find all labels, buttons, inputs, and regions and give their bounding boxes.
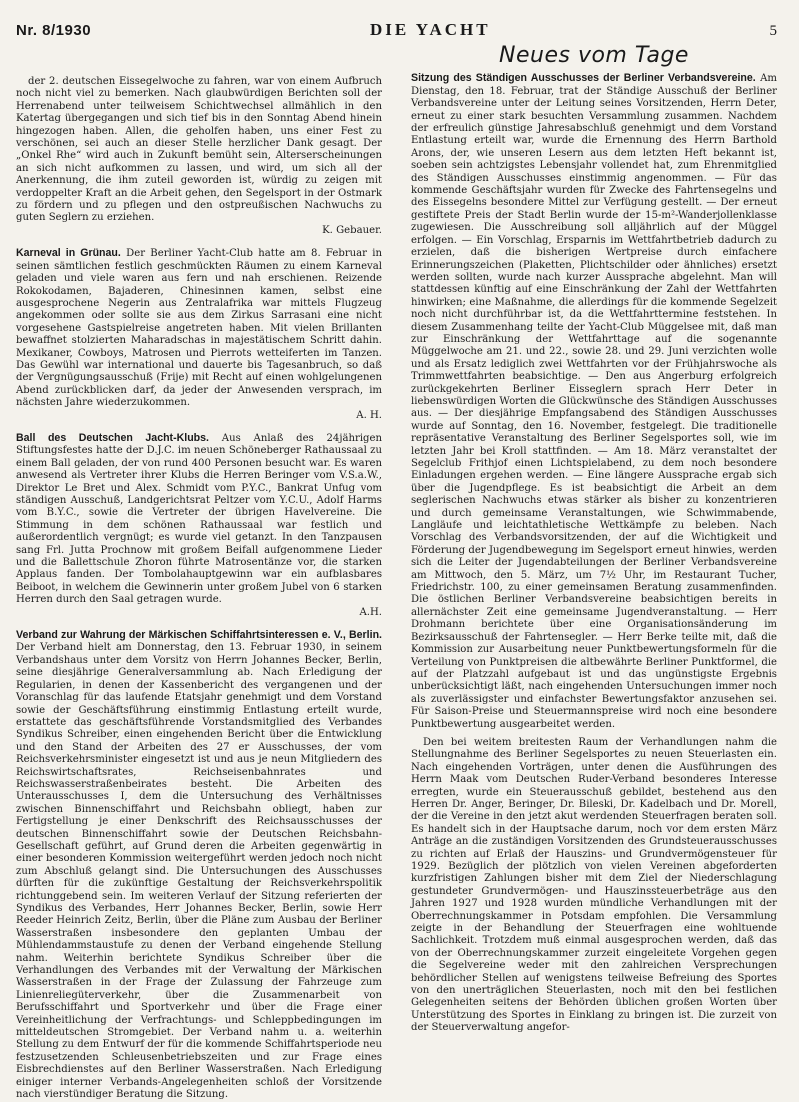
- section-title: Neues vom Tage: [499, 43, 689, 68]
- article-signature: K. Gebauer.: [322, 224, 382, 236]
- article-body: Aus Anlaß des 24jährigen Stiftungsfestes hatte der D.J.C. im neuen Schöneberger Rathaussaal zu einem Ball geladen, der von rund 400 Personen besucht war. Es waren anwesend als Vertreter ihrer Klubs die Herren Beringer vom V.S.a.W., Direktor Le Bret und Alex. Schmidt vom P.Y.C., Bankrat Unfug vom ständigen Ausschuß, Landgerichtsrat Peltzer vom Y.C.U., Adolf Harms vom B.Y.C., sowie die Vertreter der übrigen Havelvereine. Die Stimmung in dem schönen Rathaussaal war festlich und außerordentlich vergnügt; es wurde viel getanzt. In den Tanzpausen sang Frl. Jutta Prochnow mit großem Beifall aufgenommene Lieder und die Ballettschule Zhoron führte Matrosentänze vor, die starken Applaus fanden. Der Tombolahauptgewinn war ein aufblasbares Beiboot, in welchem die Gewinnerin unter großem Jubel von 6 starken Herren durch den Saal getragen wurde.: [16, 432, 382, 606]
- article-body: Am Dienstag, den 18. Februar, trat der Ständige Ausschuß der Berliner Verbandsvereine unter der Leitung seines Vorsitzenden, Herrn Deter, erneut zu einer stark besuchten Versammlung zusammen. Nachdem der erfreulich günstige Jahresabschluß genehmigt und dem Vorstand Entlastung erteilt war, wurde die Ernennung des Herrn Barthold Arons, der, wie unseren Lesern aus dem letzten Heft bekannt ist, soeben sein achtzigstes Lebensjahr vollendet hat, zum Ehrenmitglied des Ständigen Ausschusses einstimmig angenommen. — Für das kommende Geschäftsjahr wurden für Zwecke des Fahrtensegelns und des Eissegelns besondere Mittel zur Verfügung gestellt. — Der erneut gestiftete Preis der Stadt Berlin wurde der 15-m²-Wanderjollenklasse zugewiesen. Die Ausschreibung soll alljährlich auf der Müggel erfolgen. — Ein Vorschlag, Ersparnis im Wettfahrtbetrieb dadurch zu erzielen, daß die bisherigen Wertpreise durch einfachere Erinnerungszeichen (Plaketten, Plichtschilder oder ähnliches) ersetzt werden sollten, wurde nach kurzer Aussprache abgelehnt. Man will stattdessen künftig auf eine Einschränkung der Zahl der Wettfahrten hinwirken; eine Maßnahme, die allerdings für die kommende Segelzeit noch nicht durchführbar ist, da die Wettfahrttermine feststehen. In diesem Zusammenhang teilte der Yacht-Club Müggelsee mit, daß man zur Einschränkung der Wettfahrttage auf die sogenannte Müggelwoche am 21. und 22., sowie 28. und 29. Juni verzichten wolle und als Ersatz lediglich zwei Wettfahrten vor der Frühjahrswoche als Trimmwettfahrten beabsichtige. — Den aus Angerburg erfolgreich zurückgekehrten Berliner Eisseglern sprach Herr Deter in liebenswürdigen Worten die Glückwünsche des Ständigen Ausschusses aus. — Der diesjährige Empfangsabend des Ständigen Ausschusses wurde auf Sonntag, den 16. November, festgelegt. Die traditionelle repräsentative Veranstaltung des Berliner Segelsportes soll, wie im letzten Jahr bei Kroll stattfinden. — Am 18. März veranstaltet der Segelclub Frithjof einen Lichtspielabend, zu dem noch besondere Einladungen ergehen werden. — Eine längere Aussprache ergab sich über die Jugendpflege. Es ist beabsichtigt die Arbeit an dem seglerischen Nachwuchs etwas stärker als bisher zu konzentrieren und durch gemeinsame Veranstaltungen, wie Schwimmabende, Langläufe und leichtathletische Wettkämpfe zu beleben. Nach Vorschlag des Verbandsvorsitzenden, der auf die Wichtigkeit und Förderung der Jugendbewegung im Segelsport erneut hinwies, werden sich die Leiter der Jugendabteilungen der Berliner Verbandsvereine am Mittwoch, den 5. März, um 7½ Uhr, im Restaurant Tucher, Friedrichstr. 100, zu einer gemeinsamen Beratung zusammenfinden. Die östlichen Berliner Verbandsvereine beabsichtigen bereits in allernächster Zeit eine gemeinsame Jugendveranstaltung. — Herr Drohmann berichtete über eine Organisationsänderung im Bezirksausschuß der Fahrtensegler. — Herr Berke teilte mit, daß die Kommission zur Ausarbeitung neuer Punktbewertungsformeln für die Verteilung von Punktpreisen die altbewährte Berliner Punktformel, die auf der Platzzahl aufgebaut ist und das ungünstigste Ergebnis unberücksichtigt läßt, nach eingehenden Untersuchungen immer noch als zuverlässigster und einfachster Bewertungsfaktor anzusehen sei. Für Saison-Preise und Steuermannspreise wird noch eine besondere Punktbewertung ausgearbeitet werden.: [411, 73, 777, 730]
- article-djc-ball: [16, 432, 382, 619]
- article-text: Den bei weitem breitesten Raum der Verhandlungen nahm die Stellungnahme des Berliner Segelsportes zu neuen Steuerlasten ein. Nach eingehenden Vorträgen, unter denen die Ausführungen des Herrn Maak vom Deutschen Ruder-Verband besonderes Interesse erregten, wurde ein Steuerausschuß gebildet, bestehend aus den Herren Dr. Anger, Beringer, Dr. Bileski, Dr. Kadelbach und Dr. Morell, der die Vereine in den jetzt akut werdenden Steuerfragen beraten soll. Es handelt sich in der Hauptsache darum, noch vor dem ersten März Anträge an die zuständigen Vorsitzenden des Grundsteuerausschusses zu richten auf Erlaß der Hauszins- und Grundvermögensteuer für 1929. Bezüglich der plötzlich von vielen Vereinen abgeforderten kurzfristigen Zahlungen bisher mit dem Ziel der Niederschlagung gestundeter Grundvermögen- und Hauszinssteuerbeträge aus den Jahren 1927 und 1928 wurden mündliche Verhandlungen mit der Oberrechnungskammer in Potsdam empfohlen. Die Versammlung zeigte in der Behandlung der Steuerfragen eine wohltuende Sachlichkeit. Trotzdem muß einmal ausgesprochen werden, daß das von der Oberrechnungskammer zurzeit eingeleitete Vorgehen gegen die Segelvereine weder mit den zahlreichen Versprechungen behördlicher Stellen auf wenigstens teilweise Befreiung des Sportes von den unerträglichen Steuerlasten, noch mit den bei festlichen Gelegenheiten seitens der Behörden üblichen großen Worten über Unterstützung des Sportes in Einklang zu bringen ist. Die zurzeit von der Steuerverwaltung angefor-: [411, 736, 777, 1034]
- page-number: 5: [769, 23, 777, 39]
- article-signature: A. H.: [356, 409, 382, 421]
- article-body: Der Berliner Yacht-Club hatte am 8. Februar in seinen sämtlichen festlich geschmückten Räumen zu einem Karneval geladen und viele waren aus fern und nah erschienen. Reizende Rokokodamen, Bajaderen, Chinesinnen kamen, selbst eine ausgesprochene Negerin aus Zentralafrika war mittels Flugzeug angekommen oder sollte sie aus dem Zirkus Sarrasani eine nicht vorgesehene Gastspielreise angetreten haben. Mit vielen Brillanten bewaffnet stolzierten Maharadschas in majestätischem Schritt dahin. Mexikaner, Cowboys, Matrosen und Pierrots wetteiferten im Tanzen. Das Gewühl war international und dauerte bis Tagesanbruch, so daß der Vergnügungsausschuß (Frije) mit Recht auf einen wohlgelungenen Abend zurückblicken darf, da jeder der Anwesenden versprach, im nächsten Jahre wiederzukommen.: [16, 248, 383, 409]
- article-heading: Karneval in Grünau.: [16, 247, 121, 260]
- masthead: DIE YACHT: [369, 20, 491, 39]
- issue-number: Nr. 8/1930: [16, 22, 92, 39]
- article-heading: Sitzung des Ständigen Ausschusses der Berliner Verbandsvereine.: [411, 72, 756, 85]
- article-body: Der Verband hielt am Donnerstag, den 13. Februar 1930, in seinem Verbandshaus unter dem Vorsitz von Herrn Johannes Becker, Berlin, seine diesjährige Generalversammlung ab. Nach Erledigung der Regularien, in denen der Kassenbericht des vergangenen und der Voranschlag für das laufende Etatsjahr genehmigt und dem Vorstand sowie der Geschäftsführung einstimmig Entlastung erteilt wurde, erstattete das geschäftsführende Vorstandsmitglied des Verbandes Syndikus Schreiber, einen eingehenden Bericht über die Entwicklung und den Stand der Arbeiten des 27 er Ausschusses, der vom Reichsverkehrsminister eingesetzt ist und aus je neun Mitgliedern des Reichswirtschaftsrates, Reichseisenbahnrates und Reichswasserstraßenbeirates besteht. Die Arbeiten des Unterausschusses I, dem die Untersuchung des Verhältnisses zwischen Binnenschiffahrt und Reichsbahn obliegt, haben zur Fertigstellung je einer Denkschrift des Reichsausschusses der deutschen Binnenschiffahrt sowie der Deutschen Reichsbahn-Gesellschaft geführt, auf Grund deren die Arbeiten gegenwärtig in einer besonderen Kommission weitergeführt werden jedoch noch nicht zum Abschluß gelangt sind. Die Untersuchungen des Ausschusses dürften für die zukünftige Gestaltung der Reichsverkehrspolitik richtunggebend sein. Im weiteren Verlauf der Sitzung referierten der Syndikus des Verbandes, Herr Johannes Becker, Berlin, sowie Herr Reeder Heinrich Zeitz, Berlin, über die Pläne zum Ausbau der Berliner Wasserstraßen insbesondere den geplanten Umbau der Mühlendammstaustufe zu denen der Verband eingehende Stellung nahm. Weiterhin berichtete Syndikus Schreiber über die Verhandlungen des Verbandes mit der Verwaltung der Märkischen Wasserstraßen in der Frage der Zulassung der Fahrzeuge zum Linienreliegüterverkehr, über die Zusammenarbeit von Berufsschiffahrt und Sportverkehr und über die Frage einer Vereinheitlichung der Verfrachtungs- und Schleppbedingungen im mitteldeutschen Stromgebiet. Der Verband nahm u. a. weiterhin Stellung zu dem Entwurf der für die kommende Schiffahrtsperiode neu festzusetzenden Schleusenbetriebszeiten und zur Frage eines Eisbrechdienstes auf den Berliner Wasserstraßen. Nach Erledigung einiger interner Verbands-Angelegenheiten schloß der Vorsitzende nach vierstündiger Beratung die Sitzung.: [16, 642, 382, 1101]
- article-heading: Verband zur Wahrung der Märkischen Schiffahrtsinteressen e. V., Berlin.: [16, 629, 382, 642]
- article-signature: A.H.: [359, 606, 382, 618]
- article-heading: Ball des Deutschen Jacht-Klubs.: [16, 431, 209, 444]
- article-sitzung: [411, 72, 777, 1034]
- article-continuation: [16, 76, 382, 237]
- article-verband: [16, 629, 382, 1101]
- article-karneval: [16, 247, 382, 422]
- right-column: [411, 43, 777, 1076]
- article-body: der 2. deutschen Eissegelwoche zu fahren, war von einem Aufbruch noch nicht viel zu bemerken. Nach glaubwürdigen Berichten soll der Herrenabend unter teilweisem Schichtwechsel allmählich in den Katertag übergegangen und sich tief bis in den Sonntag Abend hinein hingezogen haben. Allen, die geholfen haben, uns einer Fest zu verschönen, sei auch an dieser Stelle herzlicher Dank gesagt. Der „Onkel Rhe“ wird auch in Zukunft bemüht sein, Alterserscheinungen an sich nicht aufkommen zu lassen, und wird, um sich all der Anerkennung, die ihm zuteil geworden ist, würdig zu zeigen mit verdoppelter Kraft an die Arbeit gehen, den Segelsport in der Ostmark zu fördern und zu pflegen und den ostpreußischen Nachwuchs zu guten Seglern zu erziehen.: [16, 76, 382, 224]
- columns: [16, 43, 777, 1101]
- left-column: [16, 76, 383, 1101]
- article-text: [16, 76, 382, 237]
